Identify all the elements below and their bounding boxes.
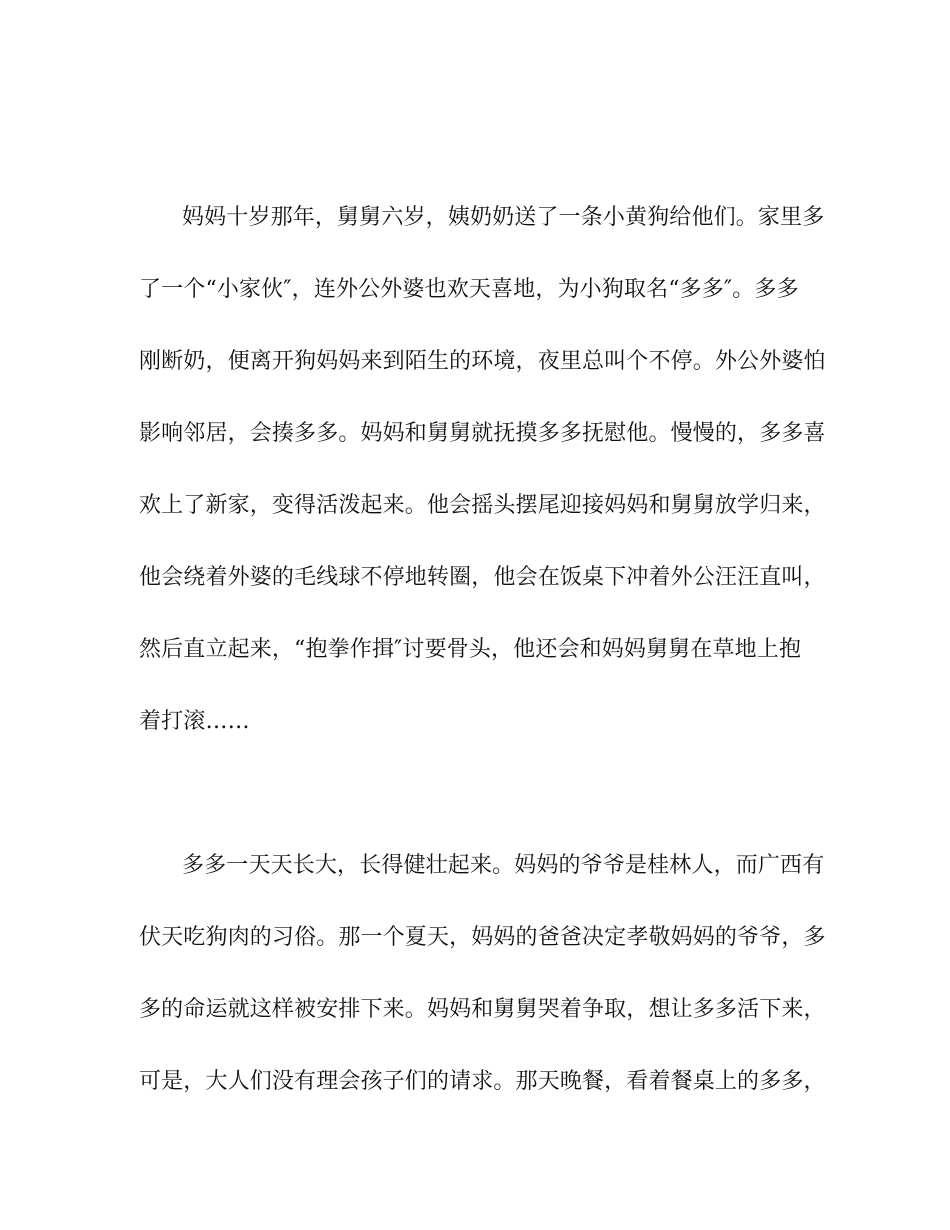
paragraph-1-line-4: 影响邻居，会揍多多。妈妈和舅舅就抚摸多多抚慰他。慢慢的，多多喜	[139, 421, 826, 446]
paragraph-1-line-5: 欢上了新家，变得活泼起来。他会摇头摆尾迎接妈妈和舅舅放学归来，	[139, 493, 826, 518]
paragraph-2-line-2: 伏天吃狗肉的习俗。那一个夏天，妈妈的爸爸决定孝敬妈妈的爷爷，多	[139, 925, 826, 950]
paragraph-2-line-3: 多的命运就这样被安排下来。妈妈和舅舅哭着争取，想让多多活下来，	[139, 997, 826, 1022]
paragraph-1-line-8: 着打滚……	[139, 709, 250, 734]
paragraph-1-line-1: 妈妈十岁那年，舅舅六岁，姨奶奶送了一条小黄狗给他们。家里多	[182, 205, 825, 230]
paragraph-2-line-1: 多多一天天长大，长得健壮起来。妈妈的爷爷是桂林人，而广西有	[182, 853, 825, 878]
paragraph-2-line-4: 可是，大人们没有理会孩子们的请求。那天晚餐，看着餐桌上的多多，	[139, 1069, 826, 1094]
paragraph-1-line-7: 然后直立起来，“抱拳作揖″讨要骨头，他还会和妈妈舅舅在草地上抱	[139, 637, 802, 662]
paragraph-1-line-2: 了一个“小家伙″，连外公外婆也欢天喜地，为小狗取名“多多″。多多	[139, 277, 799, 302]
paragraph-1-line-6: 他会绕着外婆的毛线球不停地转圈，他会在饭桌下冲着外公汪汪直叫，	[139, 565, 826, 590]
paragraph-1-line-3: 刚断奶，便离开狗妈妈来到陌生的环境，夜里总叫个不停。外公外婆怕	[139, 349, 826, 374]
